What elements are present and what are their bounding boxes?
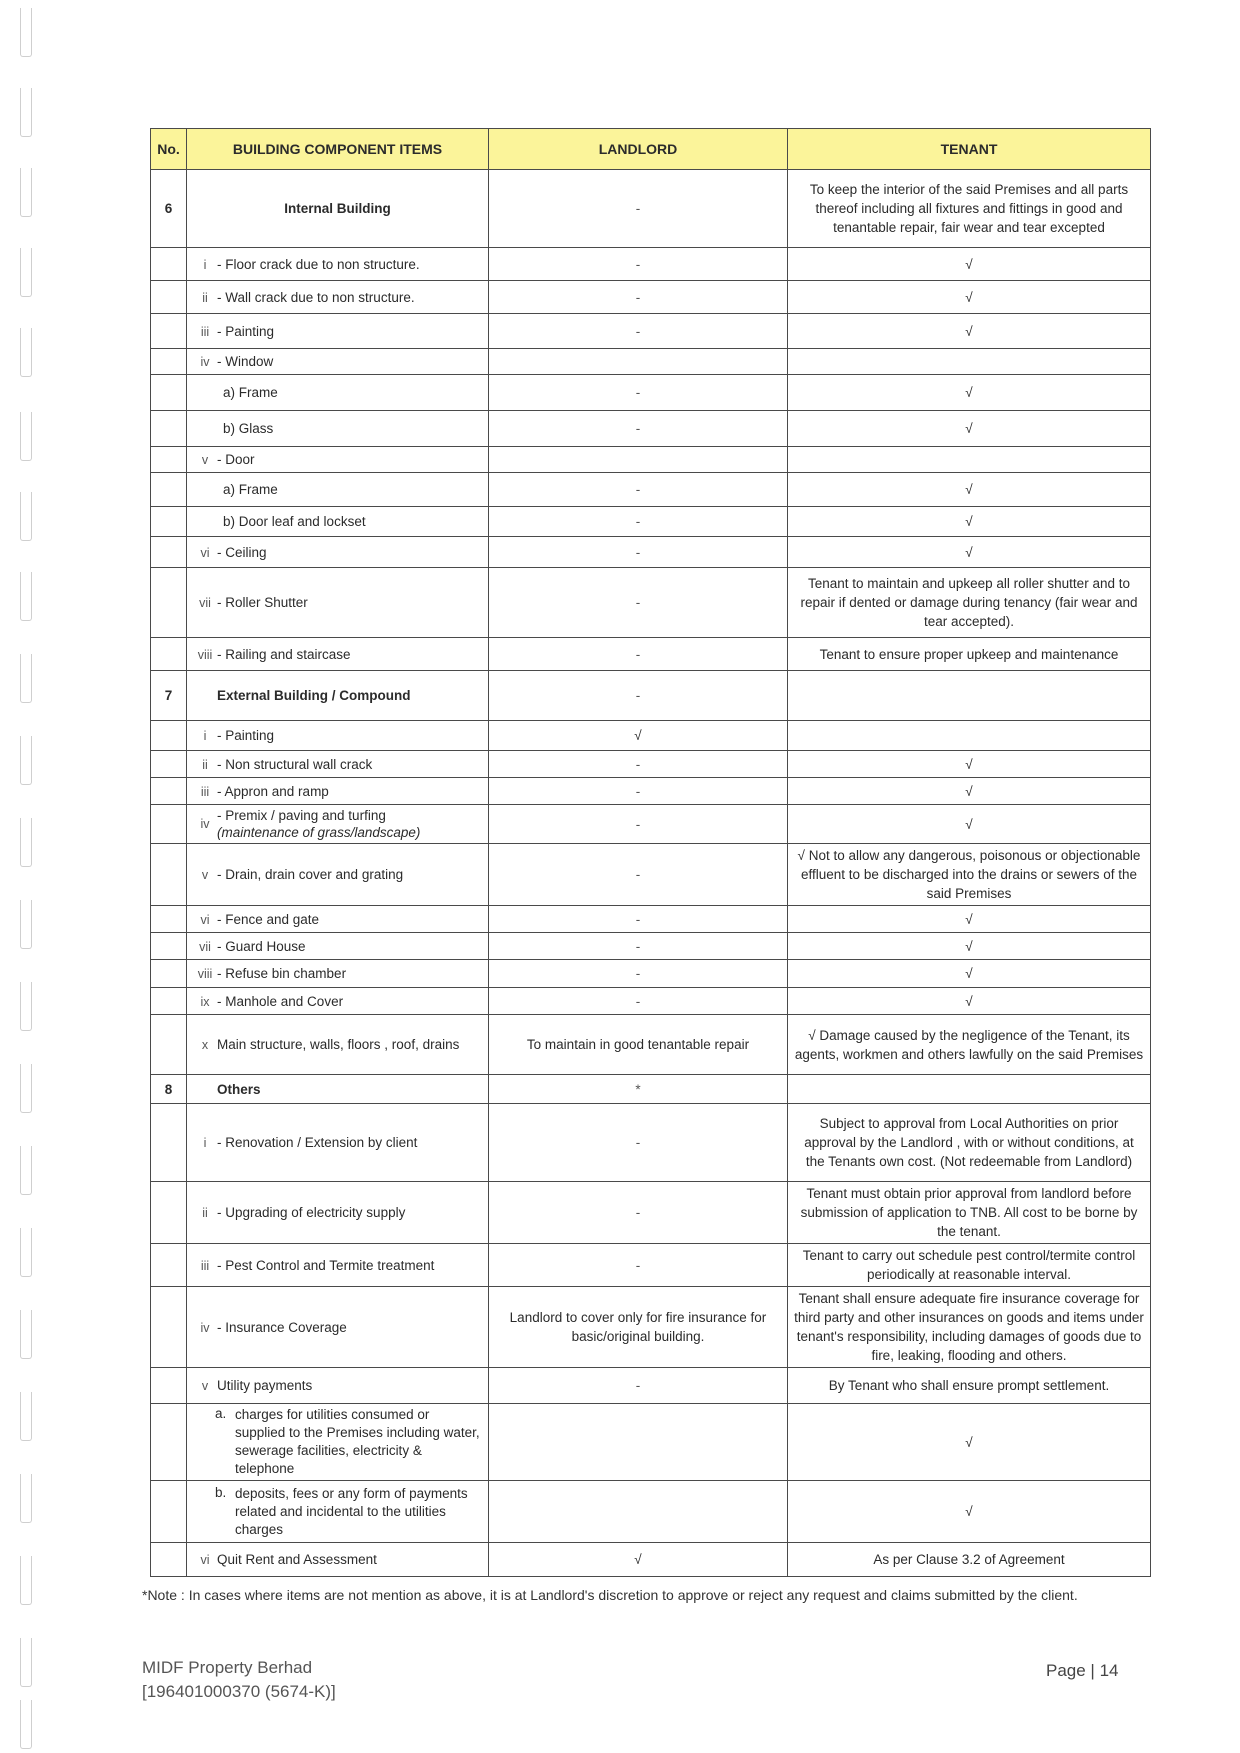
item-label: - Manhole and Cover: [217, 993, 344, 1009]
item-label: - Upgrading of electricity supply: [217, 1205, 406, 1220]
binding-rings: [14, 0, 44, 1753]
tenant-cell: √: [788, 507, 1151, 537]
item-label: - Wall crack due to non structure.: [217, 289, 415, 305]
tenant-cell: √: [788, 805, 1151, 844]
tenant-cell: √: [788, 473, 1151, 507]
section-title: Others: [187, 1075, 489, 1104]
tenant-cell: √: [788, 751, 1151, 778]
tenant-cell: To keep the interior of the said Premises and all parts thereof including all fixtures and fittings in good and tenantable repair, fair wear and tear excepted: [788, 170, 1151, 248]
item-label: - Drain, drain cover and grating: [217, 867, 404, 882]
landlord-cell: √: [489, 1543, 788, 1577]
tenant-cell: By Tenant who shall ensure prompt settlement.: [788, 1368, 1151, 1404]
landlord-cell: -: [489, 411, 788, 447]
item-label: - Pest Control and Termite treatment: [217, 1257, 435, 1273]
table-row: [151, 1015, 1151, 1075]
item-label: - Renovation / Extension by client: [217, 1135, 418, 1150]
item-label: Main structure, walls, floors , roof, drains: [217, 1037, 460, 1052]
item-number: x: [201, 1038, 209, 1052]
landlord-cell: -: [489, 1104, 788, 1182]
table-row: [151, 1244, 1151, 1287]
landlord-cell: -: [489, 568, 788, 638]
section-number: 6: [151, 170, 187, 248]
item-number: i: [203, 257, 207, 272]
tenant-cell: √: [788, 537, 1151, 568]
company-registration: [196401000370 (5674-K)]: [142, 1682, 336, 1701]
item-number: viii: [197, 967, 213, 981]
landlord-cell: -: [489, 314, 788, 349]
header-no: No.: [151, 129, 187, 170]
section-row: [151, 170, 1151, 248]
landlord-cell: -: [489, 778, 788, 805]
table-row: [151, 1182, 1151, 1244]
item-number: iv: [200, 817, 210, 831]
table-row: [151, 638, 1151, 671]
table-row: [151, 375, 1151, 411]
table-row: [151, 778, 1151, 805]
item-label: - Railing and staircase: [217, 646, 351, 662]
item-number: iii: [200, 784, 210, 799]
section-row: [151, 1075, 1151, 1104]
item-number: v: [201, 868, 209, 882]
table-row: [151, 1104, 1151, 1182]
item-number: viii: [197, 647, 213, 662]
item-number: i: [203, 1136, 207, 1150]
landlord-cell: -: [489, 988, 788, 1015]
tenant-cell: Subject to approval from Local Authorities on prior approval by the Landlord , with or without conditions, at the Tenants own cost. (Not redeemable from Landlord): [788, 1104, 1151, 1182]
tenant-cell: Tenant to maintain and upkeep all roller shutter and to repair if dented or damage during tenancy (fair wear and tear accepted).: [788, 568, 1151, 638]
tenant-cell: √: [788, 1481, 1151, 1543]
landlord-cell: √: [489, 721, 788, 751]
tenant-cell: √: [788, 988, 1151, 1015]
item-number: iv: [200, 355, 210, 369]
landlord-cell: -: [489, 1244, 788, 1287]
landlord-cell: -: [489, 473, 788, 507]
table-row: [151, 1543, 1151, 1577]
landlord-cell: -: [489, 933, 788, 960]
table-row: [151, 473, 1151, 507]
table-header-row: [151, 129, 1151, 170]
landlord-cell: -: [489, 507, 788, 537]
section-title: Internal Building: [187, 170, 489, 248]
table-row: [151, 960, 1151, 988]
landlord-cell: -: [489, 281, 788, 314]
company-name: MIDF Property Berhad: [142, 1658, 313, 1677]
item-number: v: [201, 1379, 209, 1393]
item-number: vi: [200, 545, 210, 560]
tenant-cell: √: [788, 778, 1151, 805]
tenant-cell: Tenant must obtain prior approval from landlord before submission of application to TNB. All cost to be borne by the tenant.: [788, 1182, 1151, 1244]
item-label: - Insurance Coverage: [217, 1319, 347, 1335]
item-label: - Ceiling: [217, 544, 267, 560]
landlord-cell: To maintain in good tenantable repair: [489, 1015, 788, 1075]
tenant-cell: √: [788, 375, 1151, 411]
footnote: *Note : In cases where items are not mention as above, it is at Landlord's discretion to approve or reject any request and claims submitted by the client.: [142, 1587, 1078, 1603]
table-row: [151, 1404, 1151, 1481]
tenant-cell: √: [788, 248, 1151, 281]
item-letter: a.: [215, 1406, 227, 1421]
table-row: [151, 314, 1151, 349]
landlord-cell: *: [489, 1075, 788, 1104]
item-label: a) Frame: [223, 482, 278, 497]
section-number: 7: [151, 671, 187, 721]
item-number: v: [201, 453, 209, 467]
item-label: - Refuse bin chamber: [217, 966, 347, 981]
tenant-cell: √ Damage caused by the negligence of the Tenant, its agents, workmen and others lawfully on the said Premises: [788, 1015, 1151, 1075]
landlord-cell: -: [489, 805, 788, 844]
item-number: i: [203, 729, 207, 743]
item-label: charges for utilities consumed or supplied to the Premises including water, sewerage facilities, electricity & telephone: [235, 1407, 480, 1476]
item-label: - Floor crack due to non structure.: [217, 256, 420, 272]
item-label: - Guard House: [217, 938, 306, 954]
table-row: [151, 906, 1151, 933]
landlord-cell: -: [489, 906, 788, 933]
landlord-cell: -: [489, 844, 788, 906]
table-row: [151, 721, 1151, 751]
tenant-cell: √: [788, 1404, 1151, 1481]
tenant-cell: √: [788, 314, 1151, 349]
tenant-cell: √: [788, 411, 1151, 447]
landlord-cell: -: [489, 170, 788, 248]
table-row: [151, 447, 1151, 473]
item-number: ix: [200, 994, 210, 1009]
company-footer: [142, 1656, 336, 1704]
table-row: [151, 988, 1151, 1015]
header-items: BUILDING COMPONENT ITEMS: [187, 129, 489, 170]
item-label: Quit Rent and Assessment: [217, 1552, 377, 1567]
item-label: b) Door leaf and lockset: [223, 514, 366, 529]
item-label: - Painting: [217, 323, 275, 339]
item-label: - Window: [217, 354, 274, 369]
header-landlord: LANDLORD: [489, 129, 788, 170]
table-row: [151, 1287, 1151, 1368]
tenant-cell: Tenant to ensure proper upkeep and maintenance: [788, 638, 1151, 671]
tenant-cell: √: [788, 281, 1151, 314]
item-number: iv: [200, 1320, 210, 1335]
tenant-cell: Tenant to carry out schedule pest control/termite control periodically at reasonable interval.: [788, 1244, 1151, 1287]
tenant-cell: √ Not to allow any dangerous, poisonous or objectionable effluent to be discharged into the drains or sewers of the said Premises: [788, 844, 1151, 906]
landlord-cell: -: [489, 248, 788, 281]
table-row: [151, 537, 1151, 568]
item-label: - Door: [217, 452, 255, 467]
table-row: [151, 281, 1151, 314]
item-label: - Roller Shutter: [217, 595, 308, 610]
landlord-cell: Landlord to cover only for fire insurance for basic/original building.: [489, 1287, 788, 1368]
item-number: ii: [202, 290, 208, 305]
item-number: ii: [202, 757, 208, 772]
item-label: Utility payments: [217, 1378, 313, 1393]
item-label: b) Glass: [223, 421, 274, 436]
landlord-cell: -: [489, 638, 788, 671]
item-label: - Fence and gate: [217, 911, 320, 927]
table-row: [151, 507, 1151, 537]
table-row: [151, 751, 1151, 778]
table-row: [151, 805, 1151, 844]
item-label: - Appron and ramp: [217, 783, 329, 799]
table-row: [151, 248, 1151, 281]
landlord-cell: -: [489, 960, 788, 988]
page-number: Page | 14: [1046, 1661, 1119, 1680]
table-row: [151, 349, 1151, 375]
item-number: iii: [200, 324, 210, 339]
item-label: deposits, fees or any form of payments related and incidental to the utilities charges: [235, 1485, 468, 1537]
tenant-cell: √: [788, 933, 1151, 960]
item-label: a) Frame: [223, 385, 278, 400]
item-label: - Premix / paving and turfing: [217, 808, 386, 823]
item-label: - Non structural wall crack: [217, 756, 373, 772]
item-label: - Painting: [217, 728, 275, 743]
tenant-cell: √: [788, 960, 1151, 988]
landlord-cell: -: [489, 1368, 788, 1404]
landlord-cell: -: [489, 751, 788, 778]
item-number: vii: [199, 939, 211, 954]
section-title: External Building / Compound: [187, 671, 489, 721]
table-row: [151, 1368, 1151, 1404]
item-letter: b.: [215, 1484, 227, 1500]
section-row: [151, 671, 1151, 721]
item-number: vi: [200, 1553, 210, 1567]
header-tenant: TENANT: [788, 129, 1151, 170]
table-row: [151, 1481, 1151, 1543]
landlord-cell: -: [489, 671, 788, 721]
table-row: [151, 844, 1151, 906]
table-row: [151, 933, 1151, 960]
item-number: ii: [202, 1206, 208, 1220]
table-row: [151, 411, 1151, 447]
item-number: vii: [199, 596, 211, 610]
landlord-cell: -: [489, 1182, 788, 1244]
tenant-cell: Tenant shall ensure adequate fire insurance coverage for third party and other insurances on goods and items under tenant's responsibility, including damages of goods due to fire, leaking, flooding and others.: [788, 1287, 1151, 1368]
item-label-note: (maintenance of grass/landscape): [217, 825, 421, 840]
landlord-cell: -: [489, 537, 788, 568]
item-number: iii: [200, 1258, 210, 1273]
item-number: vi: [200, 912, 210, 927]
responsibility-table: [150, 128, 1151, 1577]
section-number: 8: [151, 1075, 187, 1104]
tenant-cell: As per Clause 3.2 of Agreement: [788, 1543, 1151, 1577]
landlord-cell: -: [489, 375, 788, 411]
tenant-cell: √: [788, 906, 1151, 933]
table-row: [151, 568, 1151, 638]
